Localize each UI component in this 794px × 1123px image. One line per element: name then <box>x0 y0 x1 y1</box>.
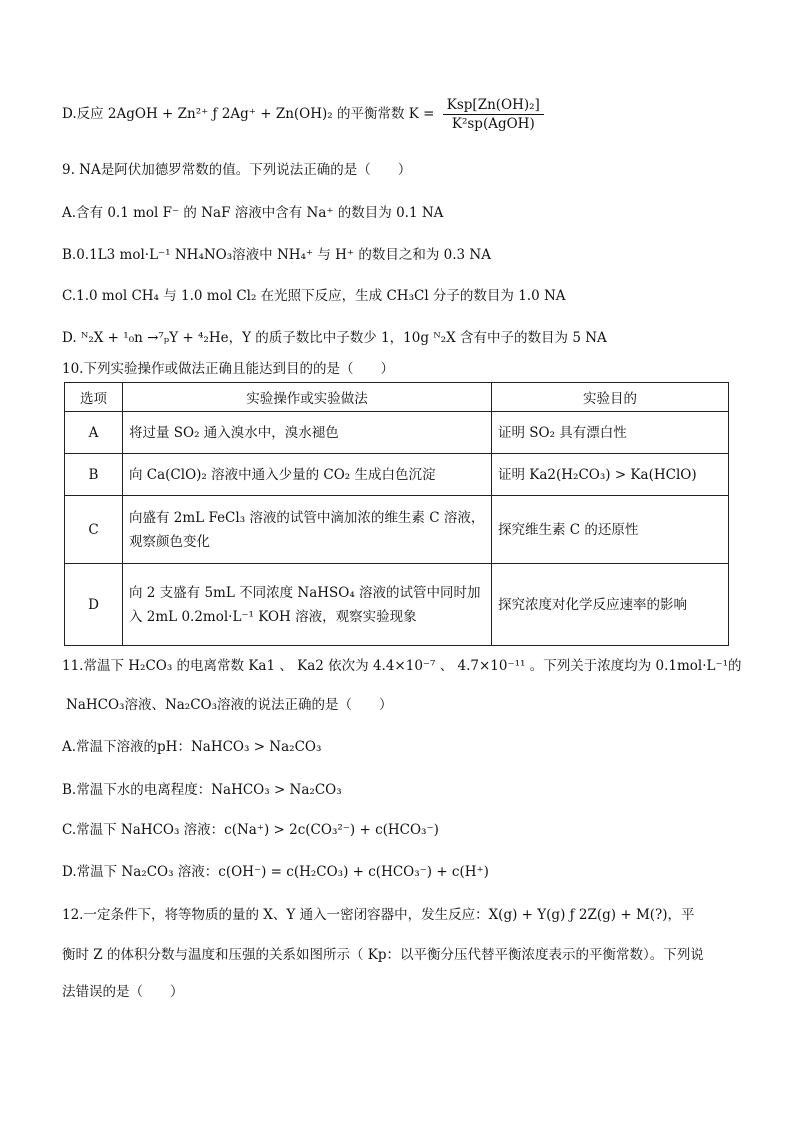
row-purpose: 证明 Ka2(H₂CO₃) > Ka(HClO) <box>492 454 729 496</box>
q12-line1: 12.一定条件下，将等物质的量的 X、Y 通入一密闭容器中，发生反应：X(g) + Y(g) ƒ 2Z(g) + M(?)，平 <box>62 907 695 923</box>
experiment-table <box>64 382 729 646</box>
row-operation: 将过量 SO₂ 通入溴水中，溴水褪色 <box>123 412 492 454</box>
q11-option-c: C.常温下 NaHCO₃ 溶液：c(Na⁺) > 2c(CO₃²⁻) + c(HCO₃⁻) <box>62 822 439 838</box>
q9-stem: 9. NA是阿伏加德罗常数的值。下列说法正确的是（ ） <box>62 162 412 178</box>
row-purpose: 探究浓度对化学反应速率的影响 <box>492 564 729 646</box>
fraction-numerator: Ksp[Zn(OH)₂] <box>443 96 544 115</box>
row-purpose: 探究维生素 C 的还原性 <box>492 496 729 564</box>
fraction-denominator: K²sp(AgOH) <box>451 116 535 132</box>
table-row <box>65 412 729 454</box>
header-operation: 实验操作或实验做法 <box>123 383 492 412</box>
row-option: B <box>65 454 123 496</box>
row-operation: 向 Ca(ClO)₂ 溶液中通入少量的 CO₂ 生成白色沉淀 <box>123 454 492 496</box>
q9-option-c: C.1.0 mol CH₄ 与 1.0 mol Cl₂ 在光照下反应，生成 CH₃Cl 分子的数目为 1.0 NA <box>62 288 566 304</box>
row-option: A <box>65 412 123 454</box>
q11-stem-line1: 11.常温下 H₂CO₃ 的电离常数 Ka1 、 Ka2 依次为 4.4×10⁻⁷ 、 4.7×10⁻¹¹ 。下列关于浓度均为 0.1mol·L⁻¹的 <box>62 658 742 674</box>
row-option: D <box>65 564 123 646</box>
q12-line2: 衡时 Z 的体积分数与温度和压强的关系如图所示（ Kp：以平衡分压代替平衡浓度表示的平衡常数）。下列说 <box>62 947 704 963</box>
header-purpose: 实验目的 <box>492 383 729 412</box>
q9-option-d: D. ᴺ₂X + ¹₀n →⁷ₚY + ⁴₂He，Y 的质子数比中子数少 1，10g ᴺ₂X 含有中子的数目为 5 NA <box>62 330 607 346</box>
q9-option-a: A.含有 0.1 mol F⁻ 的 NaF 溶液中含有 Na⁺ 的数目为 0.1 NA <box>62 205 444 221</box>
q11-option-a: A.常温下溶液的pH：NaHCO₃ > Na₂CO₃ <box>62 739 322 755</box>
q11-option-b: B.常温下水的电离程度：NaHCO₃ > Na₂CO₃ <box>62 782 342 798</box>
row-operation: 向盛有 2mL FeCl₃ 溶液的试管中滴加浓的维生素 C 溶液，观察颜色变化 <box>123 496 492 564</box>
q8-option-d <box>62 96 544 133</box>
table-header-row <box>65 383 729 412</box>
row-operation: 向 2 支盛有 5mL 不同浓度 NaHSO₄ 溶液的试管中同时加入 2mL 0.2mol·L⁻¹ KOH 溶液，观察实验现象 <box>123 564 492 646</box>
table-row <box>65 496 729 564</box>
q11-option-d: D.常温下 Na₂CO₃ 溶液：c(OH⁻) = c(H₂CO₃) + c(HCO₃⁻) + c(H⁺) <box>62 864 489 880</box>
equilibrium-fraction <box>443 96 544 133</box>
row-purpose: 证明 SO₂ 具有漂白性 <box>492 412 729 454</box>
table-row <box>65 454 729 496</box>
q10-stem: 10.下列实验操作或做法正确且能达到目的的是（ ） <box>62 361 394 377</box>
q8-option-d-text: D.反应 2AgOH + Zn²⁺ ƒ 2Ag⁺ + Zn(OH)₂ 的平衡常数 K = <box>62 106 435 122</box>
table-row <box>65 564 729 646</box>
q11-stem-line2: NaHCO₃溶液、Na₂CO₃溶液的说法正确的是（ ） <box>66 697 393 713</box>
row-option: C <box>65 496 123 564</box>
header-option: 选项 <box>65 383 123 412</box>
q12-line3: 法错误的是（ ） <box>62 984 184 1000</box>
q9-option-b: B.0.1L3 mol·L⁻¹ NH₄NO₃溶液中 NH₄⁺ 与 H⁺ 的数目之和为 0.3 NA <box>62 247 491 263</box>
